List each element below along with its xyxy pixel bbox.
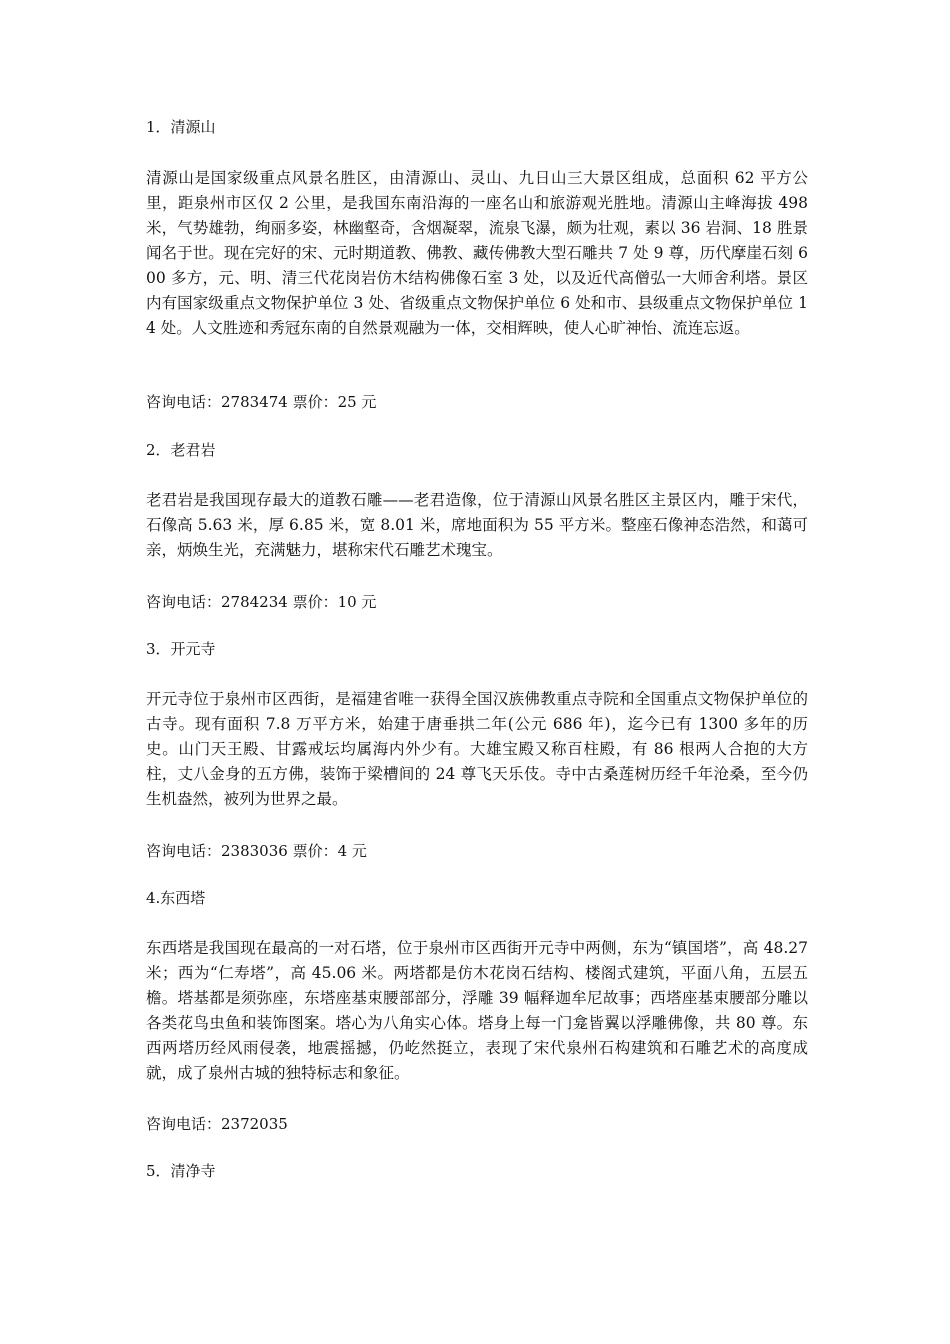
section-2-contact: 咨询电话：2784234 票价：10 元: [146, 593, 377, 611]
section-3-body: 开元寺位于泉州市区西街，是福建省唯一获得全国汉族佛教重点寺院和全国重点文物保护单位的古寺。现有面积 7.8 万平方米，始建于唐垂拱二年(公元 686 年)，迄今已有 1300 多年的历史。山门天王殿、甘露戒坛均属海内外少有。大雄宝殿又称百柱殿，有 86 根两人合抱的大方柱，丈八金身的五方佛，装饰于梁槽间的 24 尊飞天乐伎。寺中古桑莲树历经千年沧桑，至今仍生机盎然，被列为世界之最。: [146, 690, 808, 808]
section-4-title: 4.东西塔: [146, 889, 206, 907]
section-5-title: 5．清净寺: [146, 1162, 216, 1180]
section-1-contact: 咨询电话：2783474 票价：25 元: [146, 393, 377, 411]
section-1-title: 1．清源山: [146, 118, 216, 136]
section-4-body: 东西塔是我国现在最高的一对石塔，位于泉州市区西街开元寺中两侧，东为“镇国塔”，高 48.27 米；西为“仁寿塔”，高 45.06 米。两塔都是仿木花岗石结构、楼阁式建筑，平面八角，五层五檐。塔基都是须弥座，东塔座基束腰部部分，浮雕 39 幅释迦牟尼故事；西塔座基束腰部分雕以各类花鸟虫鱼和装饰图案。塔心为八角实心体。塔身上每一门龛皆翼以浮雕佛像，共 80 尊。东西两塔历经风雨侵袭，地震摇撼，仍屹然挺立，表现了宋代泉州石构建筑和石雕艺术的高度成就，成了泉州古城的独特标志和象征。: [146, 939, 808, 1082]
section-3-title: 3．开元寺: [146, 640, 216, 658]
section-2-body: 老君岩是我国现存最大的道教石雕——老君造像，位于清源山风景名胜区主景区内，雕于宋代，石像高 5.63 米，厚 6.85 米，宽 8.01 米，席地面积为 55 平方米。整座石像神态浩然，和蔼可亲，炳焕生光，充满魅力，堪称宋代石雕艺术瑰宝。: [146, 491, 808, 559]
section-3-contact: 咨询电话：2383036 票价：4 元: [146, 842, 367, 860]
section-1-body: 清源山是国家级重点风景名胜区，由清源山、灵山、九日山三大景区组成，总面积 62 平方公里，距泉州市区仅 2 公里，是我国东南沿海的一座名山和旅游观光胜地。清源山主峰海拔 498 米，气势雄勃，绚丽多姿，林幽壑奇，含烟凝翠，流泉飞瀑，颇为壮观，素以 36 岩洞、18 胜景闻名于世。现在完好的宋、元时期道教、佛教、藏传佛教大型石雕共 7 处 9 尊，历代摩崖石刻 600 多方，元、明、清三代花岗岩仿木结构佛像石室 3 处，以及近代高僧弘一大师舍利塔。景区内有国家级重点文物保护单位 3 处、省级重点文物保护单位 6 处和市、县级重点文物保护单位 14 处。人文胜迹和秀冠东南的自然景观融为一体，交相辉映，使人心旷神怡、流连忘返。: [146, 169, 808, 337]
section-2-title: 2．老君岩: [146, 441, 216, 459]
section-4-contact: 咨询电话：2372035: [146, 1115, 288, 1133]
